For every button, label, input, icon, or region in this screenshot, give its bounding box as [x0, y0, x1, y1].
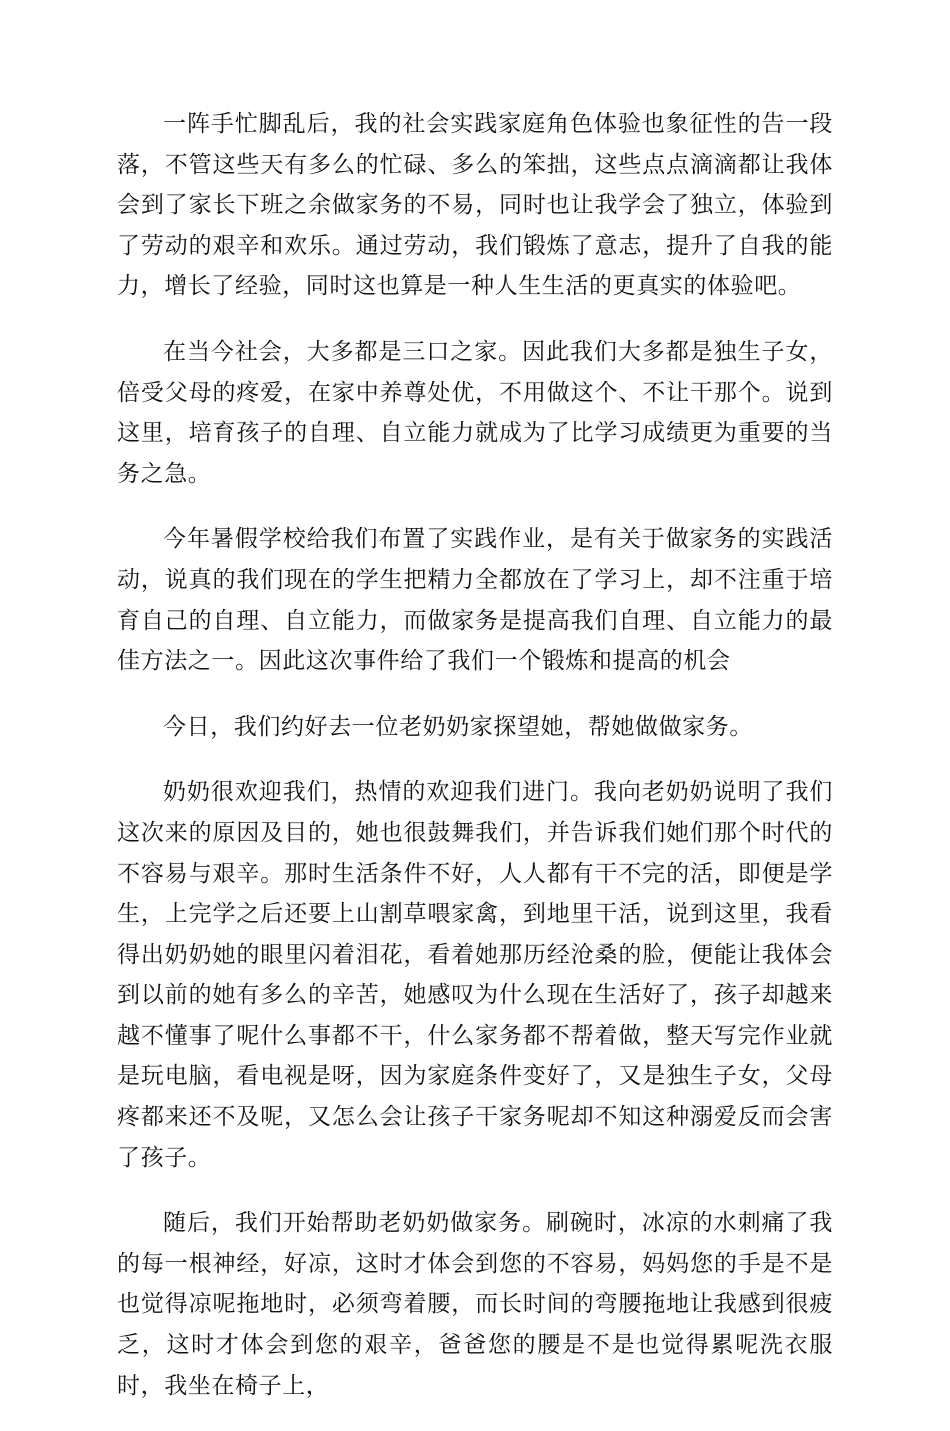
- paragraph-5: 奶奶很欢迎我们，热情的欢迎我们进门。我向老奶奶说明了我们这次来的原因及目的，她也很鼓舞我们，并告诉我们她们那个时代的不容易与艰辛。那时生活条件不好，人人都有干不完的活，即便是学生，上完学之后还要上山割草喂家禽，到地里干活，说到这里，我看得出奶奶她的眼里闪着泪花，看着她那历经沧桑的脸，便能让我体会到以前的她有多么的辛苦，她感叹为什么现在生活好了，孩子却越来越不懂事了呢什么事都不干，什么家务都不帮着做，整天写完作业就是玩电脑，看电视是呀，因为家庭条件变好了，又是独生子女，父母疼都来还不及呢，又怎么会让孩子干家务呢却不知这种溺爱反而会害了孩子。: [117, 779, 833, 1171]
- paragraph-1: 一阵手忙脚乱后，我的社会实践家庭角色体验也象征性的告一段落，不管这些天有多么的忙碌、多么的笨拙，这些点点滴滴都让我体会到了家长下班之余做家务的不易，同时也让我学会了独立，体验到了劳动的艰辛和欢乐。通过劳动，我们锻炼了意志，提升了自我的能力，增长了经验，同时这也算是一种人生生活的更真实的体验吧。: [117, 111, 833, 300]
- paragraph-3: 今年暑假学校给我们布置了实践作业，是有关于做家务的实践活动，说真的我们现在的学生把精力全都放在了学习上，却不注重于培育自己的自理、自立能力，而做家务是提高我们自理、自立能力的最佳方法之一。因此这次事件给了我们一个锻炼和提高的机会: [117, 526, 833, 675]
- document-page: [117, 104, 833, 1431]
- paragraph-4: 今日，我们约好去一位老奶奶家探望她，帮她做做家务。: [163, 713, 753, 740]
- paragraph-6: 随后，我们开始帮助老奶奶做家务。刷碗时，冰凉的水刺痛了我的每一根神经，好凉，这时才体会到您的不容易，妈妈您的手是不是也觉得凉呢拖地时，必须弯着腰，而长时间的弯腰拖地让我感到很疲乏，这时才体会到您的艰辛，爸爸您的腰是不是也觉得累呢洗衣服时，我坐在椅子上，: [117, 1210, 833, 1399]
- paragraph-2: 在当今社会，大多都是三口之家。因此我们大多都是独生子女，倍受父母的疼爱，在家中养尊处优，不用做这个、不让干那个。说到这里，培育孩子的自理、自立能力就成为了比学习成绩更为重要的当务之急。: [117, 338, 833, 487]
